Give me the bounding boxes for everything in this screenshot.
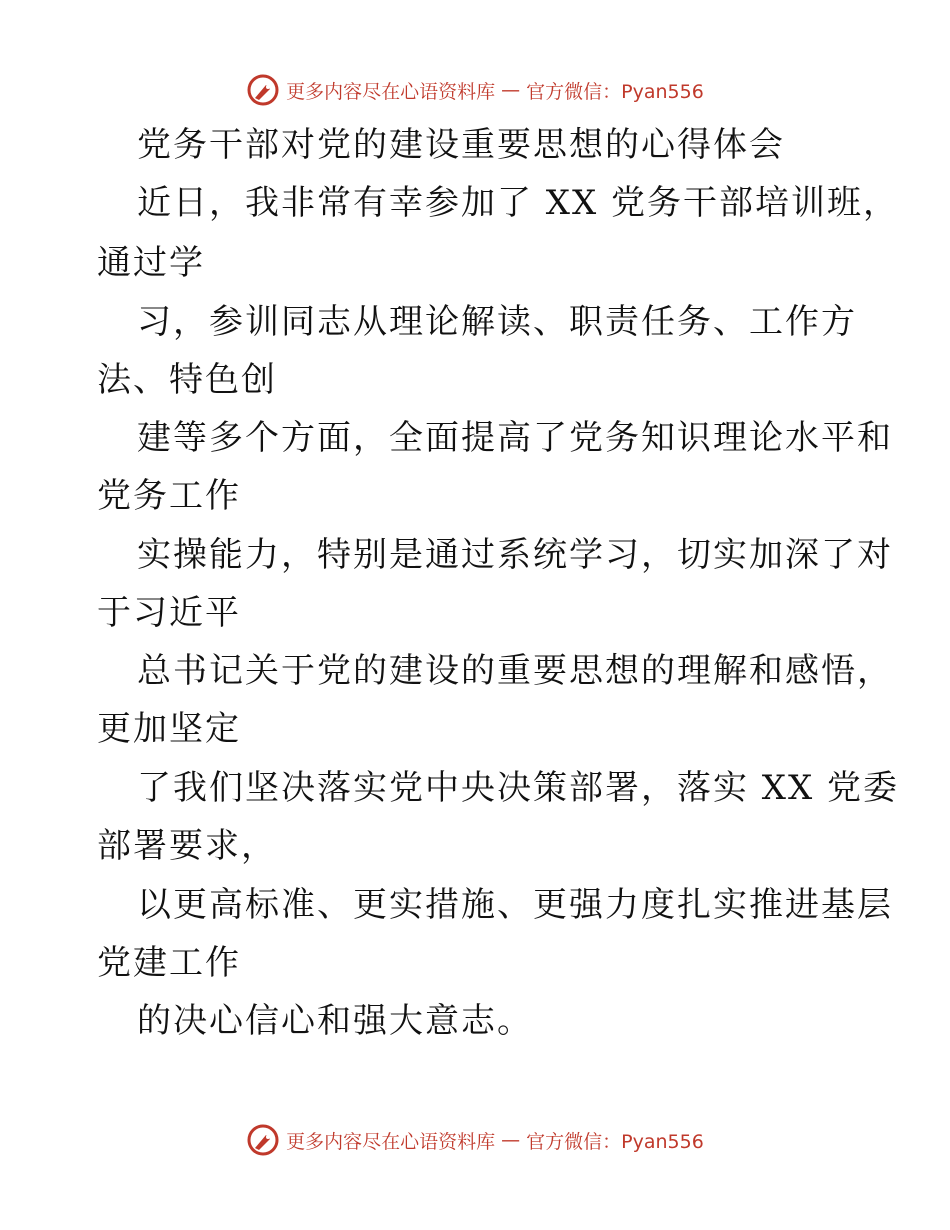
header-watermark (0, 70, 950, 110)
watermark-site-text: 更多内容尽在心语资料库 (286, 1130, 496, 1153)
footer-watermark (0, 1120, 950, 1160)
paragraph-line: 总书记关于党的建设的重要思想的理解和感悟， (137, 651, 893, 691)
paragraph-line: 建等多个方面，全面提高了党务知识理论水平和 (137, 418, 893, 458)
watermark-wechat-text: 官方微信：Pyan556 (526, 80, 704, 103)
paragraph-line: 法、特色创 (97, 360, 277, 400)
pen-nib-logo-icon (246, 1123, 280, 1157)
paragraph-line: 通过学 (97, 243, 205, 283)
watermark-site-text: 更多内容尽在心语资料库 (286, 80, 496, 103)
pen-nib-logo-icon (246, 73, 280, 107)
paragraph-line: 党务工作 (97, 476, 241, 516)
watermark-separator: — (501, 1129, 521, 1151)
paragraph-line: 部署要求， (97, 826, 277, 866)
watermark-separator: — (501, 79, 521, 101)
paragraph-line: 习，参训同志从理论解读、职责任务、工作方 (137, 302, 857, 342)
paragraph-line: 了我们坚决落实党中央决策部署，落实 XX 党委 (137, 768, 900, 808)
paragraph-line: 实操能力，特别是通过系统学习，切实加深了对 (137, 535, 893, 575)
document-title: 党务干部对党的建设重要思想的心得体会 (137, 125, 785, 165)
watermark-wechat-text: 官方微信：Pyan556 (526, 1130, 704, 1153)
paragraph-line: 党建工作 (97, 943, 241, 983)
paragraph-line: 近日，我非常有幸参加了 XX 党务干部培训班， (137, 183, 900, 223)
paragraph-line: 的决心信心和强大意志。 (137, 1001, 533, 1041)
paragraph-line: 更加坚定 (97, 709, 241, 749)
paragraph-line: 以更高标准、更实措施、更强力度扎实推进基层 (137, 885, 893, 925)
paragraph-line: 于习近平 (97, 593, 241, 633)
